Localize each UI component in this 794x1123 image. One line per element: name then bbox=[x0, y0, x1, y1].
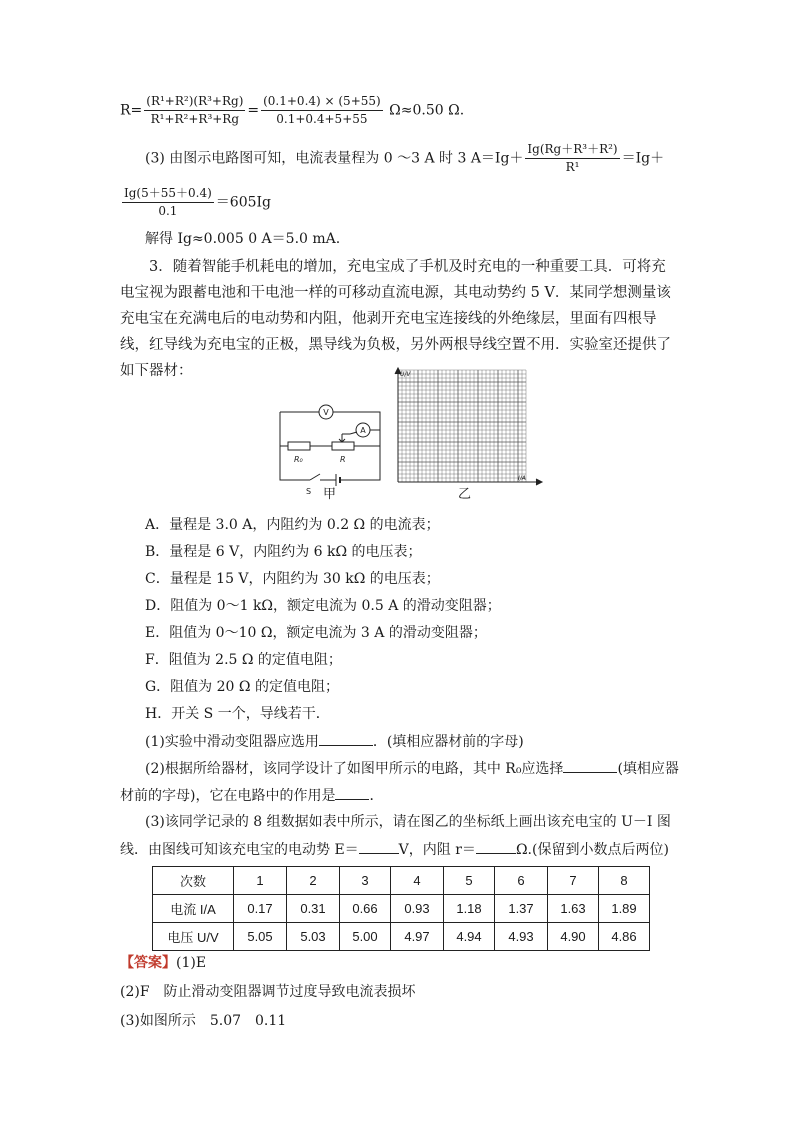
formula-fraction-numeric bbox=[261, 94, 383, 127]
table-cell: 6 bbox=[495, 867, 548, 895]
table-cell: 4.90 bbox=[548, 923, 599, 951]
table-cell: 4.97 bbox=[391, 923, 444, 951]
q2-hint: (填相应器 bbox=[617, 761, 679, 777]
answer-2: (2)F 防止滑动变阻器调节过度导致电流表损坏 bbox=[120, 984, 416, 1000]
answer-tag: 【答案】 bbox=[120, 955, 176, 971]
x-axis-label: I/A bbox=[518, 475, 526, 482]
part3-solve-line bbox=[145, 230, 340, 248]
table-cell: 0.31 bbox=[287, 895, 340, 923]
r0-label: R₀ bbox=[294, 455, 303, 464]
part3-solution-line bbox=[145, 142, 664, 175]
resistance-formula bbox=[120, 94, 464, 127]
data-table bbox=[152, 866, 650, 951]
formula-result: Ω≈0.50 Ω. bbox=[389, 102, 465, 119]
table-cell: 1.18 bbox=[444, 895, 495, 923]
part3-frac1-den: R¹ bbox=[565, 160, 580, 174]
option-h: H．开关 S 一个，导线若干． bbox=[145, 706, 330, 722]
table-cell: 4.94 bbox=[444, 923, 495, 951]
table-header-label: 次数 bbox=[153, 867, 234, 895]
part3-frac2-num: Ig(5＋55＋0.4) bbox=[122, 186, 214, 203]
q3-text: (3)该同学记录的 8 组数据如表中所示，请在图乙的坐标纸上画出该充电宝的 U－I 图 bbox=[145, 814, 671, 830]
table-cell: 4.86 bbox=[599, 923, 650, 951]
table-cell: 0.66 bbox=[340, 895, 391, 923]
formula-fraction-symbolic bbox=[144, 94, 245, 127]
question-2-cont bbox=[120, 785, 383, 806]
answer-line-2 bbox=[120, 982, 416, 1002]
table-cell: 1.63 bbox=[548, 895, 599, 923]
option-d: D．阻值为 0～1 kΩ，额定电流为 0.5 A 的滑动变阻器； bbox=[145, 598, 501, 614]
question-2 bbox=[145, 758, 679, 779]
part3-mid: ＝Ig＋ bbox=[621, 150, 665, 167]
table-cell: 1.37 bbox=[495, 895, 548, 923]
graph-caption: 乙 bbox=[458, 487, 472, 502]
option-b: B．量程是 6 V，内阻约为 6 kΩ 的电压表； bbox=[145, 544, 422, 560]
option-f: F．阻值为 2.5 Ω 的定值电阻； bbox=[145, 652, 342, 668]
table-voltage-label: 电压 U/V bbox=[153, 923, 234, 951]
answer-line-3 bbox=[120, 1011, 286, 1031]
table-cell: 5.03 bbox=[287, 923, 340, 951]
table-cell: 5.05 bbox=[234, 923, 287, 951]
table-cell: 3 bbox=[340, 867, 391, 895]
formula-eq: = bbox=[247, 102, 260, 119]
question-3-cont bbox=[120, 839, 669, 860]
question-3 bbox=[145, 812, 671, 832]
y-axis-label: U/V bbox=[400, 371, 411, 378]
table-cell: 1.89 bbox=[599, 895, 650, 923]
part3-fraction-1 bbox=[525, 142, 619, 175]
answer-3: (3)如图所示 5.07 0.11 bbox=[120, 1013, 287, 1029]
table-row-header bbox=[153, 867, 650, 895]
q2-end: ． bbox=[369, 788, 384, 804]
q1-hint: ．(填相应器材前的字母) bbox=[372, 734, 524, 750]
switch-label: S bbox=[306, 487, 312, 496]
q3-emf-blank bbox=[359, 839, 399, 854]
table-cell: 5 bbox=[444, 867, 495, 895]
q1-text: (1)实验中滑动变阻器应选用 bbox=[145, 734, 319, 750]
part3-tail: ＝605Ig bbox=[215, 194, 271, 211]
table-cell: 7 bbox=[548, 867, 599, 895]
q2-text-2: 材前的字母)，它在电路中的作用是 bbox=[120, 788, 336, 804]
circuit-diagram bbox=[270, 400, 390, 500]
option-e: E．阻值为 0～10 Ω，额定电流为 3 A 的滑动变阻器； bbox=[145, 625, 487, 641]
formula-num-numeric: (0.1+0.4) × (5+55) bbox=[261, 94, 383, 111]
table-current-label: 电流 I/A bbox=[153, 895, 234, 923]
formula-lhs: R= bbox=[120, 102, 143, 119]
table-cell: 4 bbox=[391, 867, 444, 895]
part3-frac1-num: Ig(Rg＋R³＋R²) bbox=[525, 142, 619, 159]
q3-resistance-blank bbox=[476, 839, 516, 854]
table-cell: 0.17 bbox=[234, 895, 287, 923]
ui-graph-grid bbox=[390, 366, 550, 486]
option-g: G．阻值为 20 Ω 的定值电阻； bbox=[145, 679, 339, 695]
circuit-caption: 甲 bbox=[323, 487, 337, 502]
part3-fraction-2 bbox=[122, 186, 214, 219]
formula-num-symbolic: (R¹+R²)(R³+Rg) bbox=[144, 94, 245, 111]
q2-answer-blank-1 bbox=[563, 758, 617, 773]
part3-solve: 解得 Ig≈0.005 0 A＝5.0 mA. bbox=[145, 231, 341, 247]
r-label: R bbox=[340, 455, 346, 464]
table-cell: 5.00 bbox=[340, 923, 391, 951]
table-cell: 8 bbox=[599, 867, 650, 895]
q2-answer-blank-2 bbox=[335, 785, 369, 800]
table-cell: 2 bbox=[287, 867, 340, 895]
formula-den-symbolic: R¹+R²+R³+Rg bbox=[150, 112, 240, 126]
question-1 bbox=[145, 731, 524, 752]
option-c: C．量程是 15 V，内阻约为 30 kΩ 的电压表； bbox=[145, 571, 440, 587]
q1-answer-blank bbox=[319, 731, 373, 746]
table-row-current bbox=[153, 895, 650, 923]
q3-text-2: 线．由图线可知该充电宝的电动势 E＝ bbox=[120, 842, 359, 858]
q2-text: (2)根据所给器材，该同学设计了如图甲所示的电路，其中 R₀应选择 bbox=[145, 761, 564, 777]
option-a: A．量程是 3.0 A，内阻约为 0.2 Ω 的电流表； bbox=[145, 517, 440, 533]
table-cell: 1 bbox=[234, 867, 287, 895]
table-row-voltage bbox=[153, 923, 650, 951]
q3-text-3: V，内阻 r＝ bbox=[398, 842, 476, 858]
answer-line-1 bbox=[120, 953, 206, 973]
part3-lead: (3) 由图示电路图可知，电流表量程为 0 ～3 A 时 3 A＝Ig＋ bbox=[145, 150, 524, 167]
part3-frac2-den: 0.1 bbox=[158, 204, 178, 218]
problem3-text: 3．随着智能手机耗电的增加，充电宝成了手机及时充电的一种重要工具．可将充电宝视为跟蓄电池和干电池一样的可移动直流电源，其电动势约 5 V．某同学想测量该充电宝在充满电后的电动势和内阻，他剥开充电宝连接线的外绝缘层，里面有四根导线，红导线为充电宝的正极，黑导线为负极，另外两根导线空置不用．实验室还提供了如下器材： bbox=[120, 259, 671, 379]
table-cell: 0.93 bbox=[391, 895, 444, 923]
q3-text-4: Ω.(保留到小数点后两位) bbox=[515, 842, 669, 858]
ammeter-label: A bbox=[360, 426, 366, 435]
part3-solution-line-2 bbox=[120, 186, 271, 219]
formula-den-numeric: 0.1+0.4+5+55 bbox=[276, 112, 368, 126]
answer-1: (1)E bbox=[176, 955, 207, 971]
voltmeter-label: V bbox=[323, 408, 329, 417]
table-cell: 4.93 bbox=[495, 923, 548, 951]
